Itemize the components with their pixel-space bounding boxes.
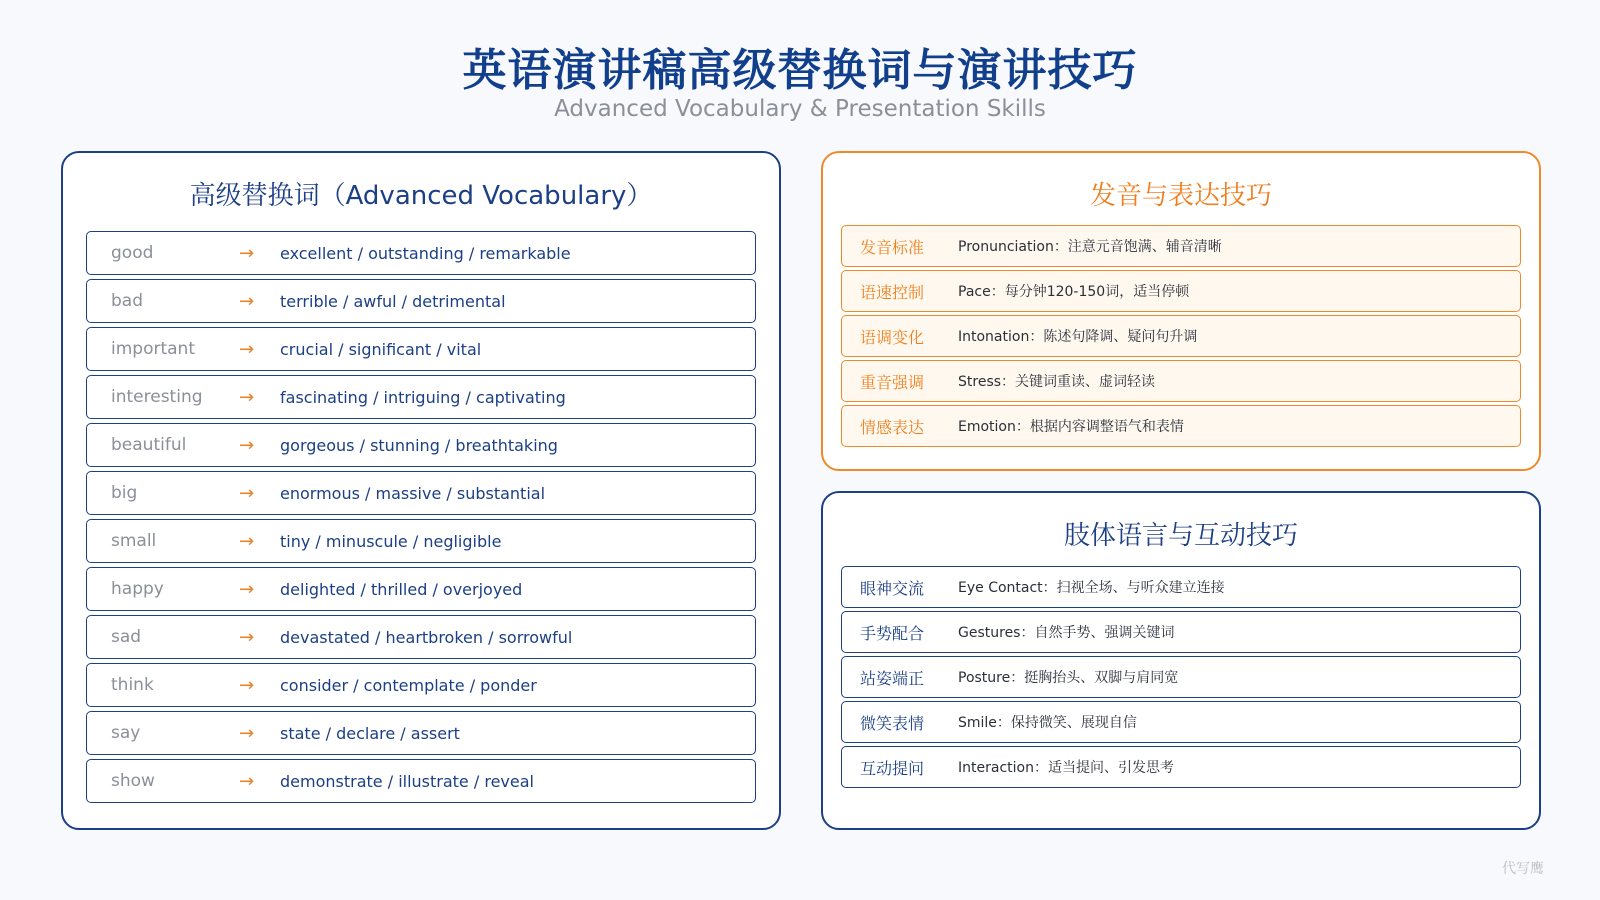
skill-label: 手势配合 — [860, 623, 925, 643]
pronunciation-list — [841, 225, 1521, 450]
skill-row — [841, 360, 1521, 402]
skill-desc: Posture：挺胸抬头、双脚与肩同宽 — [958, 670, 1179, 686]
skill-row — [841, 270, 1521, 312]
vocab-alternatives: terrible / awful / detrimental — [280, 291, 506, 311]
body-language-panel — [821, 491, 1541, 830]
pronunciation-panel — [821, 151, 1541, 471]
vocab-alternatives: demonstrate / illustrate / reveal — [280, 771, 534, 791]
watermark: 代写鹰 — [1502, 861, 1544, 877]
vocab-alternatives: enormous / massive / substantial — [280, 483, 546, 503]
skill-desc: Eye Contact：扫视全场、与听众建立连接 — [958, 580, 1225, 596]
vocab-row — [86, 519, 756, 563]
arrow-right-icon: → — [239, 338, 255, 360]
arrow-right-icon: → — [239, 242, 255, 264]
skill-label: 情感表达 — [860, 417, 925, 437]
vocab-base-word: good — [111, 243, 154, 263]
arrow-right-icon: → — [239, 434, 255, 456]
skill-label: 语速控制 — [860, 282, 925, 302]
skill-row — [841, 566, 1521, 608]
vocab-alternatives: delighted / thrilled / overjoyed — [280, 579, 523, 599]
page-title: 英语演讲稿高级替换词与演讲技巧 — [462, 45, 1138, 96]
vocabulary-list — [86, 231, 756, 807]
skill-label: 重音强调 — [860, 372, 925, 392]
vocab-row — [86, 423, 756, 467]
vocab-base-word: important — [111, 339, 195, 359]
vocab-alternatives: fascinating / intriguing / captivating — [280, 387, 566, 407]
vocab-base-word: happy — [111, 579, 164, 599]
vocab-row — [86, 711, 756, 755]
skill-desc: Pronunciation：注意元音饱满、辅音清晰 — [958, 239, 1222, 255]
vocab-base-word: say — [111, 723, 141, 743]
arrow-right-icon: → — [239, 578, 255, 600]
body-language-panel-title: 肢体语言与互动技巧 — [1063, 521, 1298, 551]
vocab-base-word: beautiful — [111, 435, 187, 455]
vocab-base-word: small — [111, 531, 157, 551]
vocab-row — [86, 279, 756, 323]
vocab-alternatives: devastated / heartbroken / sorrowful — [280, 627, 573, 647]
skill-row — [841, 701, 1521, 743]
vocab-row — [86, 471, 756, 515]
arrow-right-icon: → — [239, 290, 255, 312]
skill-row — [841, 611, 1521, 653]
skill-row — [841, 225, 1521, 267]
skill-label: 微笑表情 — [860, 713, 925, 733]
vocab-row — [86, 375, 756, 419]
arrow-right-icon: → — [239, 386, 255, 408]
skill-desc: Gestures：自然手势、强调关键词 — [958, 625, 1175, 641]
skill-desc: Intonation：陈述句降调、疑问句升调 — [958, 329, 1198, 345]
skill-label: 语调变化 — [860, 327, 925, 347]
arrow-right-icon: → — [239, 626, 255, 648]
vocab-base-word: sad — [111, 627, 142, 647]
vocabulary-panel — [61, 151, 781, 830]
skill-row — [841, 656, 1521, 698]
skill-desc: Smile：保持微笑、展现自信 — [958, 715, 1137, 731]
vocabulary-panel-title: 高级替换词（Advanced Vocabulary） — [189, 181, 653, 211]
skill-label: 站姿端正 — [860, 668, 925, 688]
vocab-row — [86, 231, 756, 275]
skill-row — [841, 746, 1521, 788]
skill-row — [841, 405, 1521, 447]
vocab-base-word: think — [111, 675, 154, 695]
pronunciation-panel-title: 发音与表达技巧 — [1089, 181, 1272, 211]
vocab-base-word: show — [111, 771, 155, 791]
arrow-right-icon: → — [239, 770, 255, 792]
skill-desc: Pace：每分钟120-150词，适当停顿 — [958, 284, 1190, 300]
skill-label: 发音标准 — [860, 237, 925, 257]
arrow-right-icon: → — [239, 674, 255, 696]
vocab-row — [86, 615, 756, 659]
vocab-row — [86, 759, 756, 803]
vocab-alternatives: consider / contemplate / ponder — [280, 675, 537, 695]
vocab-alternatives: excellent / outstanding / remarkable — [280, 243, 571, 263]
skill-desc: Interaction：适当提问、引发思考 — [958, 760, 1174, 776]
vocab-base-word: bad — [111, 291, 143, 311]
vocab-base-word: big — [111, 483, 138, 503]
body-language-list — [841, 566, 1521, 791]
arrow-right-icon: → — [239, 530, 255, 552]
vocab-row — [86, 567, 756, 611]
vocab-base-word: interesting — [111, 387, 203, 407]
vocab-alternatives: gorgeous / stunning / breathtaking — [280, 435, 558, 455]
vocab-alternatives: state / declare / assert — [280, 723, 460, 743]
page-subtitle: Advanced Vocabulary & Presentation Skills — [554, 96, 1046, 122]
vocab-alternatives: crucial / significant / vital — [280, 339, 482, 359]
skill-row — [841, 315, 1521, 357]
skill-label: 互动提问 — [860, 758, 925, 778]
skill-desc: Emotion：根据内容调整语气和表情 — [958, 419, 1184, 435]
skill-desc: Stress：关键词重读、虚词轻读 — [958, 374, 1156, 390]
vocab-row — [86, 327, 756, 371]
vocab-alternatives: tiny / minuscule / negligible — [280, 531, 502, 551]
vocab-row — [86, 663, 756, 707]
arrow-right-icon: → — [239, 482, 255, 504]
arrow-right-icon: → — [239, 722, 255, 744]
skill-label: 眼神交流 — [860, 578, 925, 598]
